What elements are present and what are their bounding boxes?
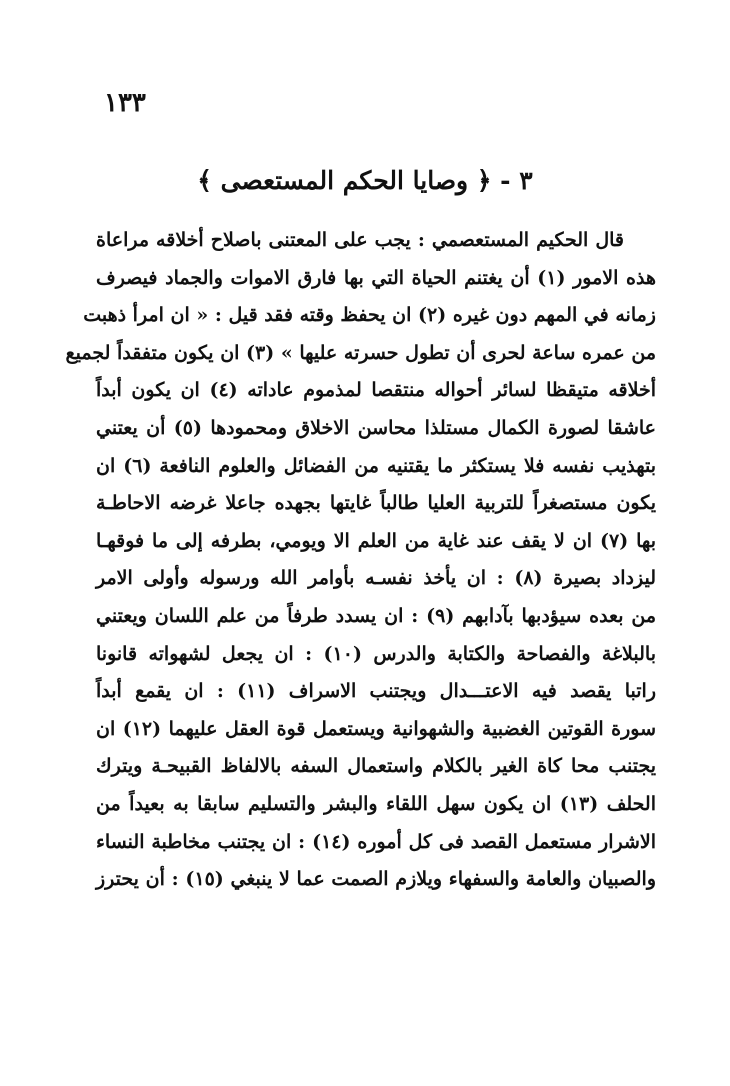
text-line: قال الحكيم المستعصمي : يجب على المعتنى باصلاح أخلاقه مراعاة [96, 229, 624, 251]
text-line: ليزداد بصيرة (٨) : ان يأخذ نفسـه بأوامر الله ورسوله وأولى الامر [96, 567, 656, 590]
text-line: بتهذيب نفسه فلا يستكثر ما يقتنيه من الفضائل والعلوم النافعة (٦) ان [96, 454, 656, 477]
text-line: والصبيان والعامة والسفهاء ويلازم الصمت عما لا ينبغي (١٥) : أن يحترز [96, 868, 657, 891]
text-line: يجتنب محا كاة الغير بالكلام واستعمال السفه بالالفاظ القبيحـة ويترك [96, 755, 656, 778]
section-heading: ٣ - ﴿ وصايا الحكم المستعصى ﴾ [197, 166, 533, 195]
text-line: سورة القوتين الغضبية والشهوانية ويستعمل قوة العقل عليهما (١٢) ان [96, 717, 656, 740]
text-line: بها (٧) ان لا يقف عند غاية من العلم الا ويومي، بطرفه إلى ما فوقهـا [96, 529, 656, 552]
text-line: يكون مستصغراً للتربية العليا طالباً غايتها بجهده جاعلا غرضه الاحاطـة [96, 492, 656, 515]
text-line: راتبا يقصد فيه الاعتـــدال ويجتنب الاسراف (١١) : ان يقمع أبداً [96, 680, 656, 703]
text-line: من عمره ساعة لحرى أن تطول حسرته عليها » (٣) ان يكون متفقداً لجميع [65, 341, 656, 364]
page-number: ١٣٣ [104, 88, 146, 118]
text-line: الحلف (١٣) ان يكون سهل اللقاء والبشر والتسليم سابقا به بعيداً من [96, 792, 656, 815]
text-line: هذه الامور (١) أن يغتنم الحياة التي بها فارق الاموات والجماد فيصرف [96, 266, 656, 289]
text-line: الاشرار مستعمل القصد فى كل أموره (١٤) : ان يجتنب مخاطبة النساء [96, 830, 657, 853]
text-line: عاشقا لصورة الكمال مستلذا محاسن الاخلاق ومحمودها (٥) أن يعتني [96, 416, 656, 439]
text-line: زمانه في المهم دون غيره (٢) ان يحفظ وقته فقد قيل : « ان امرأ ذهبت [83, 304, 656, 327]
text-line: من بعده سيؤدبها بآدابهم (٩) : ان يسدد طرفاً من علم اللسان ويعتني [96, 604, 656, 627]
text-line: بالبلاغة والفصاحة والكتابة والدرس (١٠) : ان يجعل لشهواته قانونا [96, 642, 656, 665]
body-text [65, 222, 657, 899]
text-line: أخلاقه متيقظا لسائر أحواله منتقصا لمذموم عاداته (٤) ان يكون أبداً [96, 379, 657, 402]
